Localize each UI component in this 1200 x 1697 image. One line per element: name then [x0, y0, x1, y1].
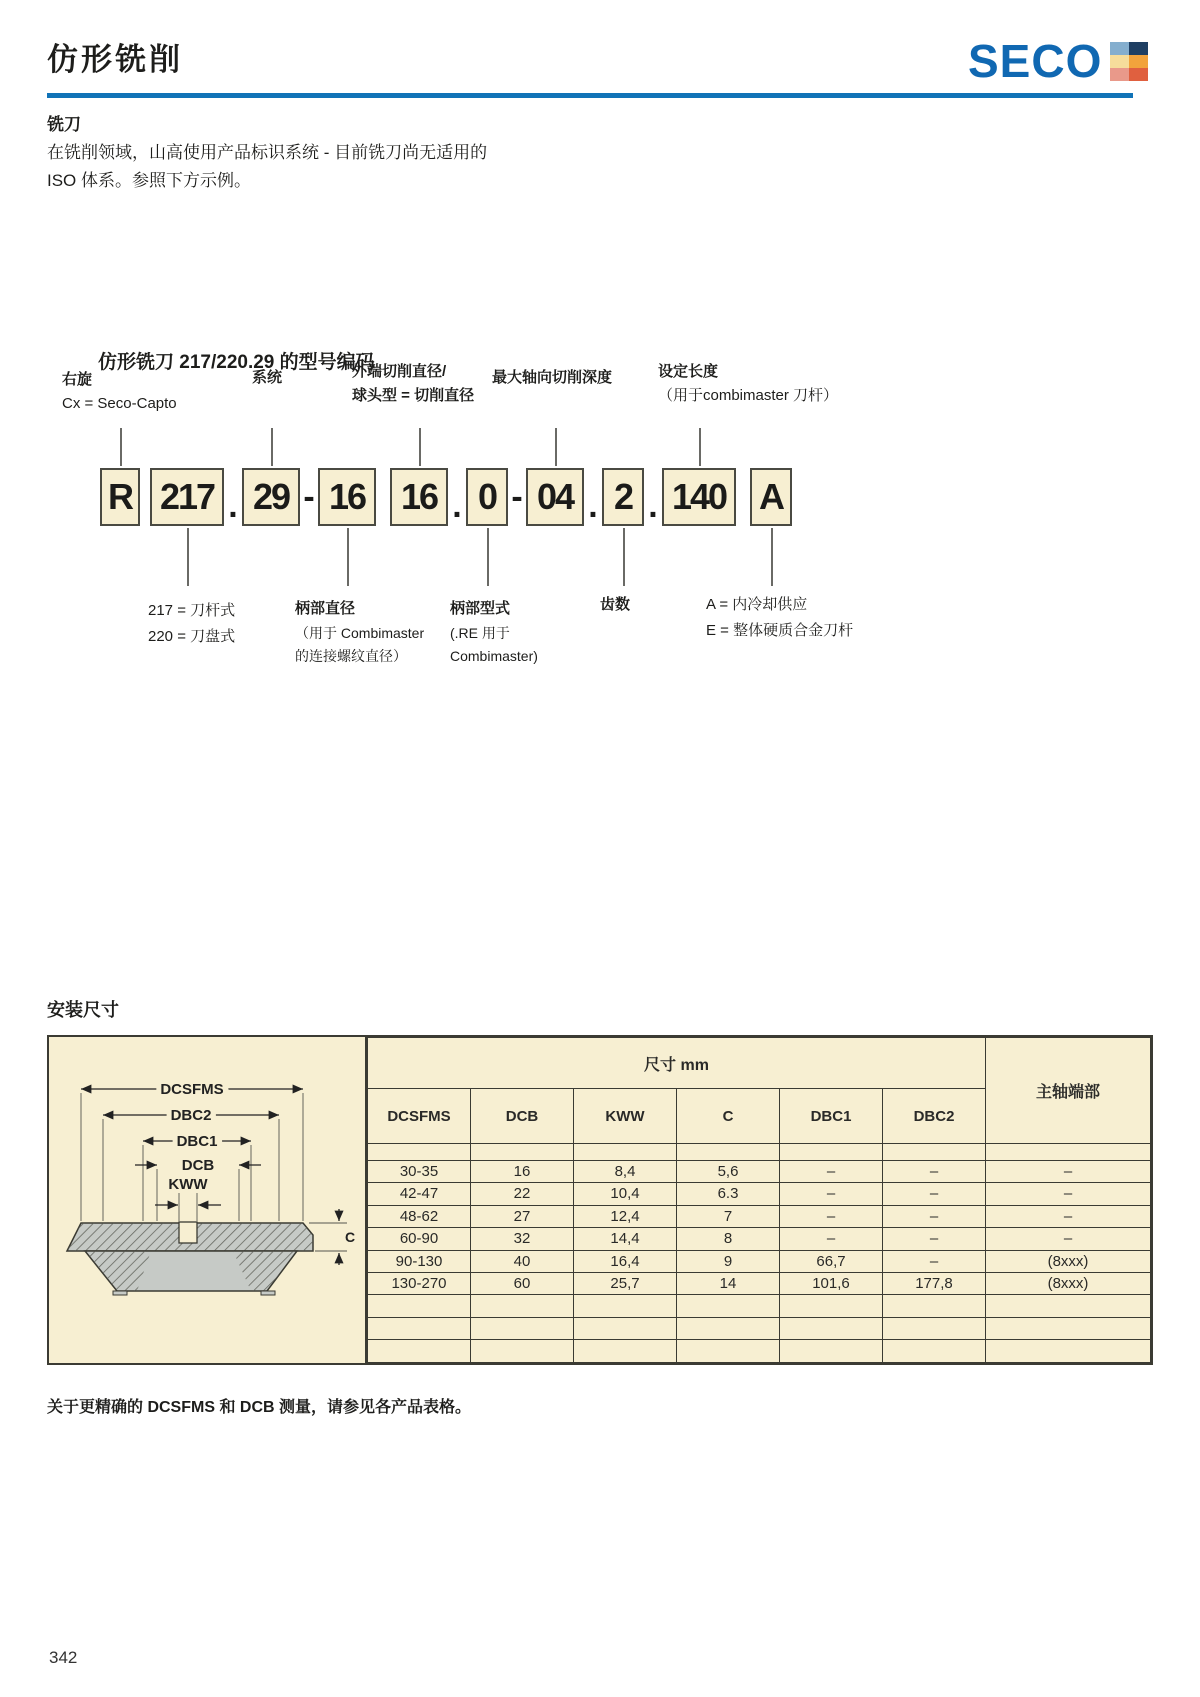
table-cell: 30-35 [368, 1160, 471, 1182]
table-row [368, 1144, 1151, 1160]
table-cell: 48-62 [368, 1205, 471, 1227]
label-hand-direction [62, 368, 177, 416]
label-line: A = 内冷却供应 [706, 596, 808, 613]
connector-line [187, 528, 189, 586]
label-setting-length [658, 360, 838, 408]
empty-cell [883, 1317, 986, 1339]
label-line: 右旋 [62, 371, 93, 388]
intro-text-line2: ISO 体系。参照下方示例。 [47, 171, 252, 190]
table-row [368, 1317, 1151, 1339]
table-cell: 40 [471, 1250, 574, 1272]
column-header-dbc2: DBC2 [883, 1089, 986, 1144]
seco-logo-squares-icon [1110, 42, 1148, 81]
code-separator-dot: . [452, 487, 462, 525]
table-row [368, 1295, 1151, 1317]
table-cell: 9 [677, 1250, 780, 1272]
label-shank-type [450, 596, 538, 668]
mounting-dimensions-panel [47, 1035, 1153, 1365]
code-gap [140, 468, 150, 526]
empty-cell [677, 1144, 780, 1160]
table-cell: – [780, 1183, 883, 1205]
logo-square [1129, 42, 1148, 55]
label-line: (.RE 用于 [450, 625, 510, 641]
table-cell: – [780, 1205, 883, 1227]
table-cell: 14 [677, 1272, 780, 1294]
code-box-hand: R [100, 468, 140, 526]
table-cell: – [986, 1183, 1151, 1205]
code-box-depth: 04 [526, 468, 584, 526]
logo-square [1129, 68, 1148, 81]
empty-cell [471, 1144, 574, 1160]
table-cell: – [986, 1205, 1151, 1227]
connector-line [487, 528, 489, 586]
empty-cell [471, 1295, 574, 1317]
code-box-shank-type: 0 [466, 468, 508, 526]
label-line: 设定长度 [658, 363, 719, 380]
table-row [368, 1228, 1151, 1250]
code-box-length: 140 [662, 468, 736, 526]
dim-label-kww: KWW [168, 1176, 208, 1193]
table-cell: 27 [471, 1205, 574, 1227]
label-shank-diameter [295, 596, 424, 668]
table-cell: – [780, 1160, 883, 1182]
part-number-row [100, 468, 792, 526]
column-header-dcb: DCB [471, 1089, 574, 1144]
code-separator-dash: - [511, 477, 523, 516]
seco-logo [968, 35, 1148, 87]
dim-label-dbc2: DBC2 [170, 1107, 212, 1124]
table-cell: 16,4 [574, 1250, 677, 1272]
foot-right [261, 1291, 275, 1295]
column-header-dcsfms: DCSFMS [368, 1089, 471, 1144]
empty-cell [368, 1295, 471, 1317]
table-cell: 14,4 [574, 1228, 677, 1250]
empty-cell [986, 1340, 1151, 1363]
empty-cell [780, 1340, 883, 1363]
connector-line [699, 428, 701, 466]
connector-line [623, 528, 625, 586]
code-box-system: 29 [242, 468, 300, 526]
table-cell: 5,6 [677, 1160, 780, 1182]
table-cell: 6.3 [677, 1183, 780, 1205]
code-separator-dash: - [303, 477, 315, 516]
code-box-cutting-diameter: 16 [390, 468, 448, 526]
empty-cell [574, 1317, 677, 1339]
table-cell: – [883, 1205, 986, 1227]
section-heading-cutters: 铣刀 [47, 115, 81, 134]
code-box-family: 217 [150, 468, 224, 526]
code-separator-dot: . [228, 487, 238, 525]
label-teeth-count: 齿数 [600, 596, 631, 613]
table-cell: – [986, 1160, 1151, 1182]
empty-cell [883, 1144, 986, 1160]
empty-cell [574, 1295, 677, 1317]
intro-text-line1: 在铣削领域，山高使用产品标识系统 - 目前铣刀尚无适用的 [47, 143, 488, 162]
empty-cell [471, 1317, 574, 1339]
table-row [368, 1272, 1151, 1294]
code-box-teeth: 2 [602, 468, 644, 526]
table-cell: (8xxx) [986, 1250, 1151, 1272]
table-cell: 22 [471, 1183, 574, 1205]
empty-cell [780, 1295, 883, 1317]
header-divider [47, 93, 1133, 98]
table-row [368, 1250, 1151, 1272]
label-cutting-diameter [352, 360, 474, 408]
table-cell: 101,6 [780, 1272, 883, 1294]
dim-label-dbc1: DBC1 [176, 1133, 218, 1150]
code-gap [736, 468, 750, 526]
table-row [368, 1183, 1151, 1205]
label-line: 217 = 刀杆式 [148, 602, 236, 619]
table-cell: 60 [471, 1272, 574, 1294]
label-line: 220 = 刀盘式 [148, 628, 236, 645]
table-cell: – [780, 1228, 883, 1250]
kww-slot [179, 1222, 197, 1243]
dimensions-header: 尺寸 mm [368, 1038, 986, 1089]
label-line: 外端切削直径/ [352, 363, 447, 380]
label-line: （用于 Combimaster [295, 625, 425, 641]
label-max-axial-depth: 最大轴向切削深度 [492, 369, 613, 386]
empty-cell [574, 1144, 677, 1160]
logo-square [1110, 42, 1129, 55]
label-line: E = 整体硬质合金刀杆 [706, 622, 854, 639]
table-cell: – [883, 1160, 986, 1182]
code-gap [376, 468, 390, 526]
label-coolant-variants [706, 592, 853, 644]
empty-cell [574, 1340, 677, 1363]
empty-cell [883, 1340, 986, 1363]
table-cell: 130-270 [368, 1272, 471, 1294]
table-row [368, 1340, 1151, 1363]
table-cell: – [883, 1183, 986, 1205]
table-cell: (8xxx) [986, 1272, 1151, 1294]
empty-cell [986, 1317, 1151, 1339]
empty-cell [471, 1340, 574, 1363]
empty-cell [986, 1295, 1151, 1317]
empty-cell [368, 1144, 471, 1160]
mounting-drawing-panel [49, 1037, 367, 1363]
empty-cell [986, 1144, 1151, 1160]
table-cell: 8,4 [574, 1160, 677, 1182]
mounting-table-area [367, 1037, 1151, 1363]
page-title: 仿形铣削 [47, 42, 183, 77]
table-row [368, 1205, 1151, 1227]
label-line: 柄部直径 [295, 600, 356, 617]
logo-square [1110, 68, 1129, 81]
empty-cell [368, 1340, 471, 1363]
mounting-table [367, 1037, 1151, 1363]
label-cutter-type [148, 598, 235, 650]
connector-line [419, 428, 421, 466]
code-separator-dot: . [648, 487, 658, 525]
table-cell: – [883, 1228, 986, 1250]
empty-cell [883, 1295, 986, 1317]
code-box-coolant: A [750, 468, 792, 526]
code-box-shank-diameter: 16 [318, 468, 376, 526]
table-cell: 16 [471, 1160, 574, 1182]
foot-left [113, 1291, 127, 1295]
logo-square [1129, 55, 1148, 68]
label-line: 的连接螺纹直径） [295, 648, 407, 664]
column-header-kww: KWW [574, 1089, 677, 1144]
label-line: Combimaster) [450, 648, 538, 664]
table-cell: – [883, 1250, 986, 1272]
logo-square [1110, 55, 1129, 68]
empty-cell [677, 1340, 780, 1363]
table-cell: – [986, 1228, 1151, 1250]
dim-label-dcsfms: DCSFMS [160, 1081, 224, 1098]
table-cell: 7 [677, 1205, 780, 1227]
column-header-c: C [677, 1089, 780, 1144]
dim-label-dcb: DCB [181, 1157, 215, 1174]
table-cell: 25,7 [574, 1272, 677, 1294]
connector-line [347, 528, 349, 586]
table-cell: 177,8 [883, 1272, 986, 1294]
table-cell: 12,4 [574, 1205, 677, 1227]
label-line: 柄部型式 [450, 600, 511, 617]
spindle-header: 主轴端部 [986, 1038, 1151, 1144]
empty-cell [780, 1144, 883, 1160]
empty-cell [677, 1317, 780, 1339]
table-cell: 10,4 [574, 1183, 677, 1205]
connector-line [771, 528, 773, 586]
footnote: 关于更精确的 DCSFMS 和 DCB 测量，请参见各产品表格。 [47, 1399, 472, 1416]
table-row [368, 1038, 1151, 1089]
connector-line [555, 428, 557, 466]
label-line: 球头型 = 切削直径 [352, 387, 475, 404]
table-cell: 42-47 [368, 1183, 471, 1205]
empty-cell [677, 1295, 780, 1317]
connector-line [120, 428, 122, 466]
table-cell: 60-90 [368, 1228, 471, 1250]
code-separator-dot: . [588, 487, 598, 525]
empty-cell [368, 1317, 471, 1339]
dim-label-c: C [345, 1229, 356, 1245]
coding-diagram-title: 仿形铣刀 217/220.29 的型号编码 [98, 352, 375, 373]
empty-cell [780, 1317, 883, 1339]
page-number: 342 [49, 1648, 78, 1667]
seco-logo-text: SECO [968, 35, 1103, 87]
column-header-dbc1: DBC1 [780, 1089, 883, 1144]
label-line: Cx = Seco-Capto [62, 395, 177, 412]
table-cell: 66,7 [780, 1250, 883, 1272]
label-system: 系统 [252, 369, 283, 386]
mounting-dimensions-heading: 安装尺寸 [47, 1000, 119, 1020]
mounting-drawing [55, 1073, 359, 1301]
connector-line [271, 428, 273, 466]
table-cell: 90-130 [368, 1250, 471, 1272]
label-line: （用于combimaster 刀杆） [658, 387, 839, 404]
table-cell: 8 [677, 1228, 780, 1250]
table-row [368, 1160, 1151, 1182]
table-cell: 32 [471, 1228, 574, 1250]
